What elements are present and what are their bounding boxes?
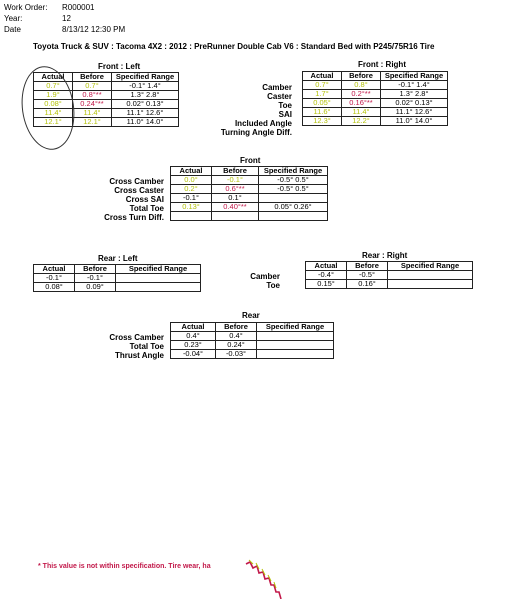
spec-cell: -0.5° 0.5° [259, 176, 328, 185]
footnote: * This value is not within specification. Tire wear, ha [38, 563, 211, 570]
label-camber: Camber [262, 83, 292, 92]
col-spec: Specified Range [259, 167, 328, 176]
rear-left-title: Rear : Left [98, 254, 138, 263]
col-before: Before [73, 73, 112, 82]
before-cell: 0.24° [216, 341, 257, 350]
actual-cell: 0.08° [34, 100, 73, 109]
actual-cell: -0.1° [34, 274, 75, 283]
actual-cell: -0.1° [171, 194, 212, 203]
work-order-label: Work Order: [4, 3, 48, 12]
actual-cell: 12.1° [34, 118, 73, 127]
label-cross-sai: Cross SAI [125, 195, 164, 204]
before-cell: -0.03° [216, 350, 257, 359]
before-cell: 11.4° [342, 108, 381, 117]
col-before: Before [347, 262, 388, 271]
front-right-table [302, 71, 448, 126]
spec-cell [116, 274, 201, 283]
before-cell: -0.1° [75, 274, 116, 283]
label-thrust-angle: Thrust Angle [114, 351, 164, 360]
before-cell: -0.1° [212, 176, 259, 185]
col-spec: Specified Range [116, 265, 201, 274]
table-row [306, 280, 473, 289]
actual-cell [171, 212, 212, 221]
rear-left-table [33, 264, 201, 292]
spec-cell: 1.3° 2.8° [112, 91, 179, 100]
spec-cell: -0.1° 1.4° [112, 82, 179, 91]
before-cell: 0.4° [216, 332, 257, 341]
front-left-title: Front : Left [98, 62, 141, 71]
spec-cell [116, 283, 201, 292]
rear-row-labels [228, 272, 280, 290]
spec-cell: 0.05° 0.26° [259, 203, 328, 212]
label-toe: Toe [278, 101, 292, 110]
table-row [171, 350, 334, 359]
vehicle-description: Toyota Truck & SUV : Tacoma 4X2 : 2012 : PreRunner Double Cab V6 : Standard Bed with P245/75R16 Tire [33, 42, 435, 51]
col-actual: Actual [34, 265, 75, 274]
actual-cell: 0.2° [171, 185, 212, 194]
before-cell: 0.16° [347, 280, 388, 289]
actual-cell: 0.0° [171, 176, 212, 185]
col-actual: Actual [306, 262, 347, 271]
spec-cell: -0.1° 1.4° [381, 81, 448, 90]
col-actual: Actual [303, 72, 342, 81]
label-cross-turn-diff: Cross Turn Diff. [104, 213, 164, 222]
actual-cell: 0.15° [306, 280, 347, 289]
year-value: 12 [62, 14, 71, 23]
spec-cell: 1.3° 2.8° [381, 90, 448, 99]
year-label: Year: [4, 14, 23, 23]
before-cell: 0.2°** [342, 90, 381, 99]
col-spec: Specified Range [381, 72, 448, 81]
label-caster: Caster [267, 92, 292, 101]
before-cell: 0.6°** [212, 185, 259, 194]
col-actual: Actual [34, 73, 73, 82]
label-total-toe: Total Toe [129, 204, 164, 213]
date-label: Date [4, 25, 21, 34]
spec-cell [257, 332, 334, 341]
rear-table [170, 322, 334, 359]
before-cell: 12.2° [342, 117, 381, 126]
col-before: Before [216, 323, 257, 332]
actual-cell: 1.7° [303, 90, 342, 99]
rear-cross-labels [80, 333, 164, 360]
actual-cell: 12.3° [303, 117, 342, 126]
spec-cell: 0.02° 0.13° [112, 100, 179, 109]
spec-cell: 11.1° 12.6° [381, 108, 448, 117]
spec-cell: 0.02° 0.13° [381, 99, 448, 108]
spec-cell: 11.0° 14.0° [112, 118, 179, 127]
spec-cell: 11.0° 14.0° [381, 117, 448, 126]
spec-cell: -0.5° 0.5° [259, 185, 328, 194]
before-cell: 0.16°** [342, 99, 381, 108]
label-toe: Toe [266, 281, 280, 290]
col-spec: Specified Range [388, 262, 473, 271]
before-cell: 0.24°** [73, 100, 112, 109]
col-before: Before [342, 72, 381, 81]
label-cross-camber: Cross Camber [109, 177, 164, 186]
spec-cell: 11.1° 12.6° [112, 109, 179, 118]
actual-cell: 11.6° [303, 108, 342, 117]
label-included-angle: Included Angle [234, 119, 292, 128]
before-cell: 0.40°** [212, 203, 259, 212]
label-turning-angle-diff: Turning Angle Diff. [220, 128, 292, 137]
before-cell: 11.4° [73, 109, 112, 118]
table-row [171, 212, 328, 221]
spec-cell [388, 280, 473, 289]
actual-cell: 11.4° [34, 109, 73, 118]
front-right-title: Front : Right [358, 60, 406, 69]
before-cell: 0.1° [212, 194, 259, 203]
actual-cell: 0.7° [303, 81, 342, 90]
col-before: Before [212, 167, 259, 176]
spec-cell [388, 271, 473, 280]
before-cell: 0.8° [342, 81, 381, 90]
actual-cell: 0.13° [171, 203, 212, 212]
label-camber: Camber [250, 272, 280, 281]
actual-cell: -0.04° [171, 350, 216, 359]
table-row [303, 117, 448, 126]
actual-cell: -0.4° [306, 271, 347, 280]
front-cross-labels [70, 177, 164, 222]
before-cell: 0.8°** [73, 91, 112, 100]
front-table [170, 166, 328, 221]
table-row [171, 203, 328, 212]
before-cell [212, 212, 259, 221]
col-before: Before [75, 265, 116, 274]
rear-right-title: Rear : Right [362, 251, 408, 260]
torn-edge-mark [244, 558, 284, 599]
before-cell: 12.1° [73, 118, 112, 127]
actual-cell: 0.08° [34, 283, 75, 292]
actual-cell: 0.23° [171, 341, 216, 350]
label-total-toe: Total Toe [129, 342, 164, 351]
label-cross-caster: Cross Caster [114, 186, 164, 195]
col-spec: Specified Range [257, 323, 334, 332]
spec-cell [257, 341, 334, 350]
rear-right-table [305, 261, 473, 289]
front-title: Front [240, 156, 261, 165]
label-sai: SAI [278, 110, 292, 119]
before-cell: -0.5° [347, 271, 388, 280]
actual-cell: 0.05° [303, 99, 342, 108]
rear-title: Rear [242, 311, 260, 320]
actual-cell: 0.4° [171, 332, 216, 341]
actual-cell: 0.7° [34, 82, 73, 91]
before-cell: 0.7° [73, 82, 112, 91]
col-spec: Specified Range [112, 73, 179, 82]
work-order-value: R000001 [62, 3, 95, 12]
front-row-labels [212, 83, 292, 137]
label-cross-camber: Cross Camber [109, 333, 164, 342]
date-value: 8/13/12 12:30 PM [62, 25, 126, 34]
col-actual: Actual [171, 323, 216, 332]
spec-cell [259, 212, 328, 221]
spec-cell [257, 350, 334, 359]
col-actual: Actual [171, 167, 212, 176]
actual-cell: 1.9° [34, 91, 73, 100]
before-cell: 0.09° [75, 283, 116, 292]
table-row [34, 283, 201, 292]
